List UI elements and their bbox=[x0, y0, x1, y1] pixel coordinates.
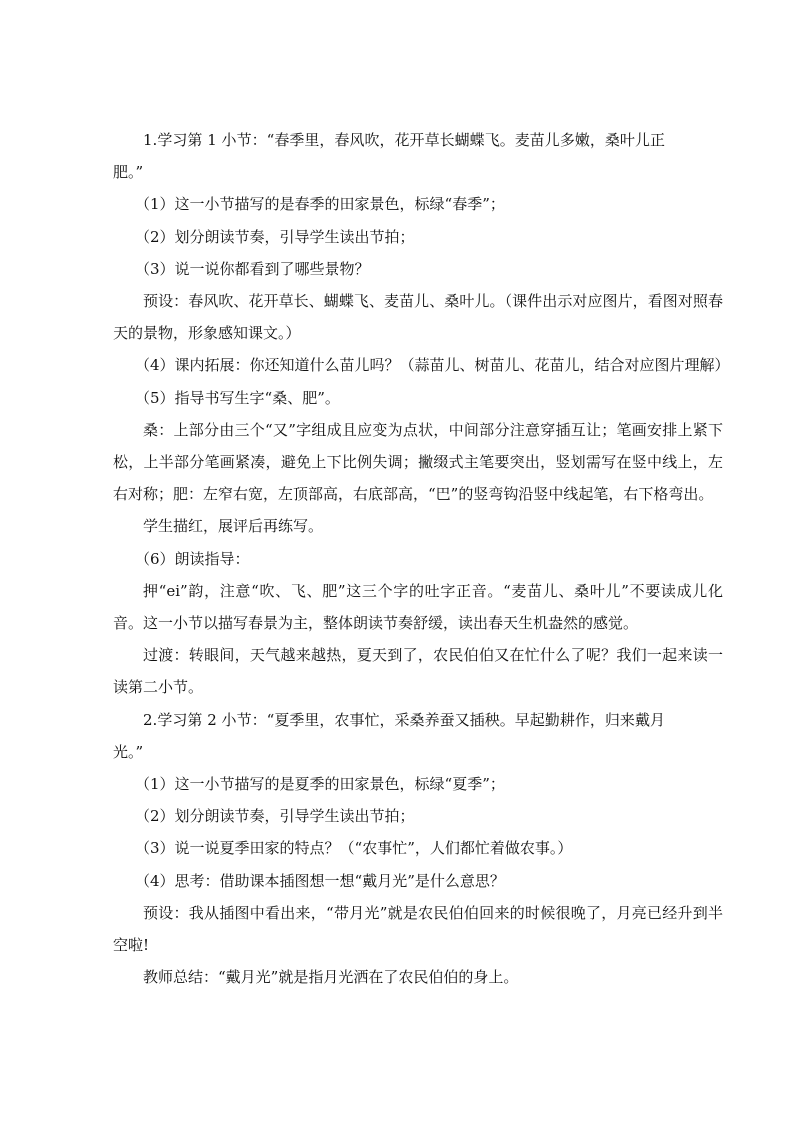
student-practice: 学生描红，展评后再练写。 bbox=[143, 517, 324, 536]
spring-step-6: （6）朗读指导： bbox=[135, 549, 250, 568]
writing-guidance: 桑：上部分由三个“又”字组成且应变为点状，中间部分注意穿插互让；笔画安排上紧下松，上半部分笔画紧凑，避免上下比例失调；撇缀式主笔要突出，竖划需写在竖中线上，左右对称；肥：左窄右宽，左顶部高，右底部高，“巴”的竖弯钩沿竖中线起笔，右下格弯出。 bbox=[113, 420, 723, 504]
summer-step-4: （4）思考：借助课本插图想一想“戴月光”是什么意思？ bbox=[135, 871, 505, 890]
spring-step-5: （5）指导书写生字“桑、肥”。 bbox=[135, 388, 340, 407]
spring-step-3: （3）说一说你都看到了哪些景物？ bbox=[135, 259, 370, 278]
lesson-section-1-heading: 1.学习第 1 小节：“春季里，春风吹，花开草长蝴蝶飞。麦苗儿多嫩，桑叶儿正肥。” bbox=[113, 131, 665, 182]
spring-step-2: （2）划分朗读节奏，引导学生读出节拍； bbox=[135, 227, 415, 246]
document-body bbox=[113, 124, 730, 993]
spring-step-1: （1）这一小节描写的是春季的田家景色，标绿“春季”； bbox=[135, 195, 505, 214]
transition-text: 过渡：转眼间，天气越来越热，夏天到了，农民伯伯又在忙什么了呢？我们一起来读一读第二小节。 bbox=[113, 646, 723, 697]
summer-step-1: （1）这一小节描写的是夏季的田家景色，标绿“夏季”； bbox=[135, 775, 505, 794]
summer-step-3: （3）说一说夏季田家的特点？（“农事忙”，人们都忙着做农事。） bbox=[135, 839, 573, 858]
lesson-section-2-heading: 2.学习第 2 小节：“夏季里，农事忙，采桑养蚕又插秧。早起勤耕作，归来戴月光。” bbox=[113, 710, 665, 761]
summer-preset-answer: 预设：我从插图中看出来，“带月光”就是农民伯伯回来的时候很晚了，月亮已经升到半空啦! bbox=[113, 903, 723, 955]
spring-step-4: （4）课内拓展：你还知道什么苗儿吗？（蒜苗儿、树苗儿、花苗儿，结合对应图片理解） bbox=[135, 356, 730, 375]
summer-step-2: （2）划分朗读节奏，引导学生读出节拍； bbox=[135, 807, 415, 826]
teacher-summary: 教师总结：“戴月光”就是指月光洒在了农民伯伯的身上。 bbox=[143, 968, 519, 987]
spring-preset-answer: 预设：春风吹、花开草长、蝴蝶飞、麦苗儿、桑叶儿。（课件出示对应图片，看图对照春天的景物，形象感知课文。） bbox=[113, 292, 723, 343]
reading-guidance: 押“ei”韵，注意“吹、飞、肥”这三个字的吐字正音。“麦苗儿、桑叶儿”不要读成儿化音。这一小节以描写春景为主，整体朗读节奏舒缓，读出春天生机盎然的感觉。 bbox=[113, 581, 723, 633]
